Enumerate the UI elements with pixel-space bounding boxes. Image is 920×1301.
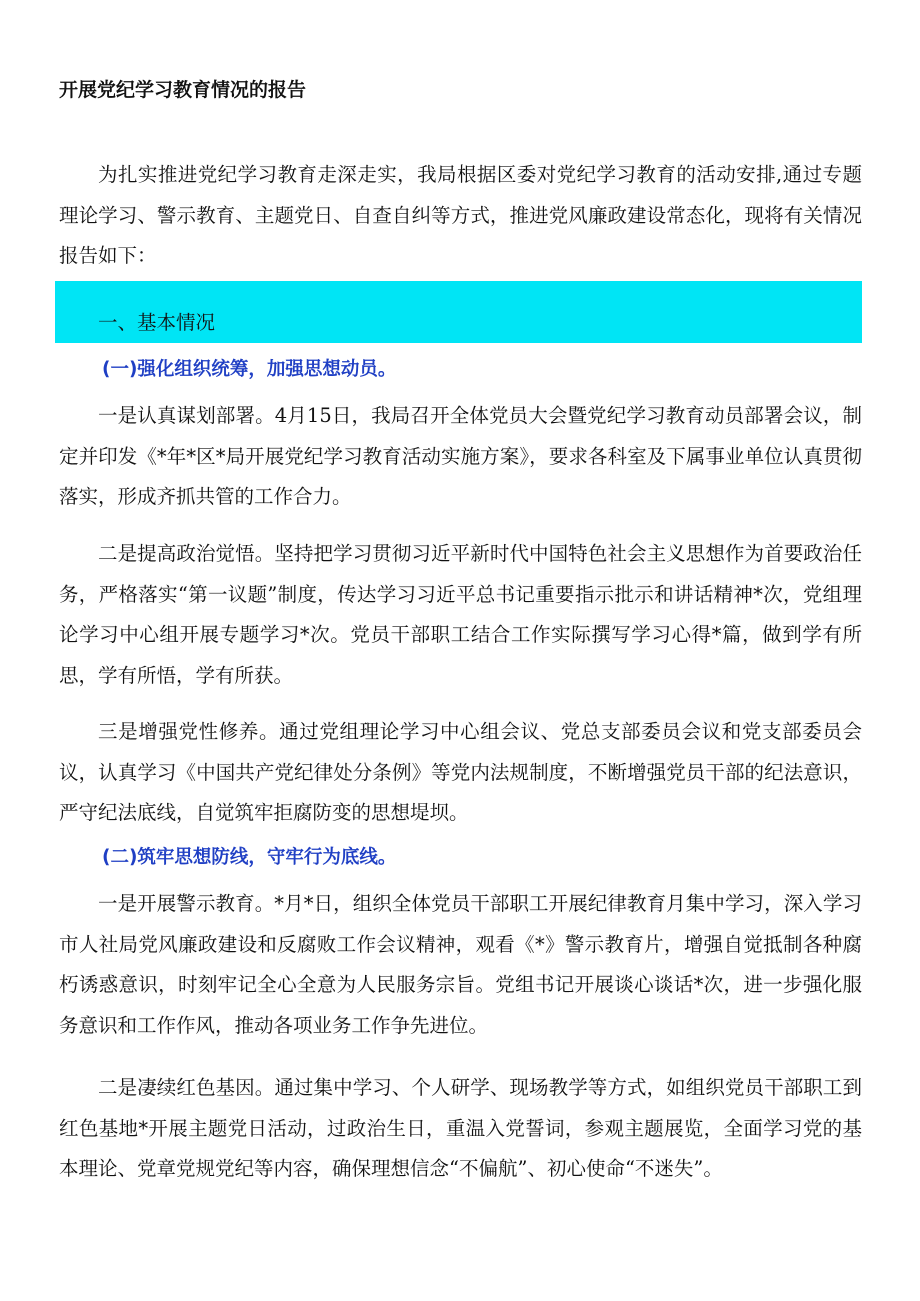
paragraph-party-spirit: 三是增强党性修养。通过党组理论学习中心组会议、党总支部委员会议和党支部委员会议，认真学习《中国共产党纪律处分条例》等党内法规制度，不断增强党员干部的纪法意识，严守纪法底线，自觉筑牢拒腐防变的思想堤坝。: [59, 720, 862, 824]
paragraph-warning-education: 一是开展警示教育。*月*日，组织全体党员干部职工开展纪律教育月集中学习，深入学习市人社局党风廉政建设和反腐败工作会议精神，观看《*》警示教育片，增强自觉抵制各种腐朽诱惑意识，时刻牢记全心全意为人民服务宗旨。党组书记开展谈心谈话*次，进一步强化服务意识和工作作风，推动各项业务工作争先进位。: [59, 892, 862, 1037]
subsection-heading-1: (一)强化组织统筹，加强思想动员。: [102, 359, 397, 380]
paragraph-red-gene: 二是凄续红色基因。通过集中学习、个人研学、现场教学等方式，如组织党员干部职工到红色基地*开展主题党日活动，过政治生日，重温入党誓词，参观主题展览，全面学习党的基本理论、党章党规党纪等内容，确保理想信念“不偏航”、初心使命“不迷失”。: [59, 1076, 862, 1180]
intro-paragraph: 为扎实推进党纪学习教育走深走实，我局根据区委对党纪学习教育的活动安排,通过专题理论学习、警示教育、主题党日、自查自纠等方式，推进党风廉政建设常态化，现将有关情况报告如下：: [59, 163, 862, 267]
paragraph-planning-deployment: 一是认真谋划部署。4月15日，我局召开全体党员大会暨党纪学习教育动员部署会议，制定并印发《*年*区*局开展党纪学习教育活动实施方案》，要求各科室及下属事业单位认真贯彻落实，形成齐抓共管的工作合力。: [59, 404, 862, 508]
document-title: 开展党纪学习教育情况的报告: [59, 79, 307, 101]
subsection-heading-2: (二)筑牢思想防线，守牢行为底线。: [102, 847, 397, 868]
section-heading-basic-situation: 一、基本情况: [98, 311, 216, 334]
paragraph-political-awareness: 二是提高政治觉悟。坚持把学习贯彻习近平新时代中国特色社会主义思想作为首要政治任务，严格落实“第一议题”制度，传达学习习近平总书记重要指示批示和讲话精神*次，党组理论学习中心组开展专题学习*次。党员干部职工结合工作实际撰写学习心得*篇，做到学有所思，学有所悟，学有所获。: [59, 542, 862, 687]
